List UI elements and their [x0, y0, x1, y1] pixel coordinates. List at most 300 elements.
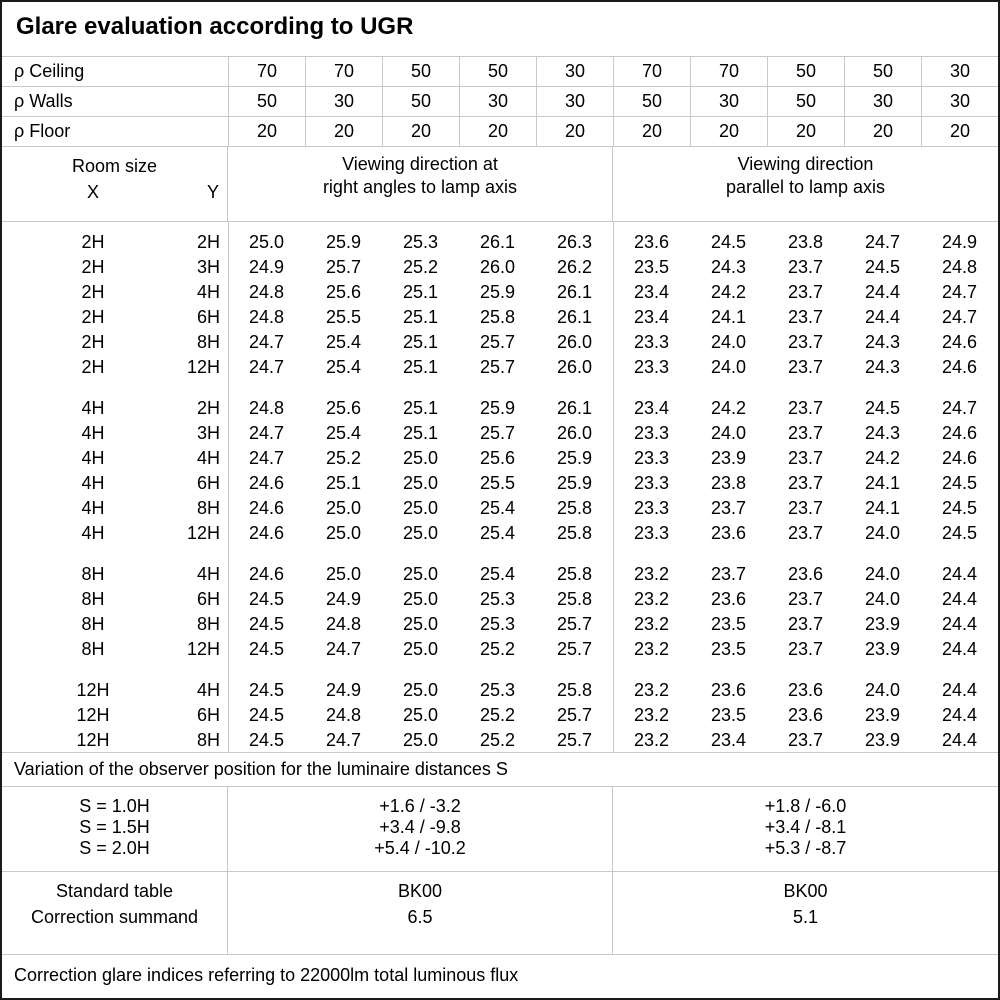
- ugr-value-cell: 24.4: [941, 564, 978, 584]
- room-y-cell: 4H: [196, 448, 220, 468]
- s-variation-value: +5.4 / -10.2: [374, 838, 466, 858]
- ugr-value-cell: 25.0: [402, 614, 439, 634]
- ugr-value-cell: 25.9: [556, 448, 593, 468]
- ugr-value-cell: 24.7: [325, 730, 362, 750]
- ugr-value-cell: 23.8: [787, 232, 824, 252]
- ugr-value-cell: 24.9: [325, 680, 362, 700]
- room-y-cell: 4H: [196, 282, 220, 302]
- ugr-value-cell: 23.3: [633, 423, 670, 443]
- reflectance-value-cell: 30: [536, 87, 613, 116]
- ugr-value-cell: 24.8: [325, 614, 362, 634]
- page-title: Glare evaluation according to UGR: [16, 13, 414, 40]
- ugr-value-cell: 23.9: [710, 448, 747, 468]
- ugr-value-cell: 25.0: [402, 448, 439, 468]
- ugr-value-cell: 26.1: [556, 282, 593, 302]
- ugr-value-cell: 23.3: [633, 448, 670, 468]
- ugr-value-cell: 25.4: [479, 564, 516, 584]
- ugr-value-cell: 24.0: [710, 332, 747, 352]
- ugr-value-cell: 25.1: [402, 332, 439, 352]
- ugr-value-cell: 23.8: [710, 473, 747, 493]
- ugr-value-cell: 23.6: [710, 680, 747, 700]
- y-column-label: Y: [206, 182, 219, 202]
- ugr-value-cell: 24.6: [941, 448, 978, 468]
- reflectance-value-cell: 20: [459, 117, 536, 146]
- ugr-value-cell: 23.3: [633, 357, 670, 377]
- group-header-line: parallel to lamp axis: [725, 177, 886, 197]
- x-column-label: X: [86, 182, 99, 202]
- ugr-value-cell: 23.2: [633, 564, 670, 584]
- room-size-block: [2, 562, 998, 662]
- ugr-value-cell: 24.5: [864, 398, 901, 418]
- reflectance-row-label: ρ Walls: [14, 91, 73, 111]
- ugr-value-cell: 23.4: [710, 730, 747, 750]
- ugr-value-cell: 24.6: [248, 523, 285, 543]
- reflectance-value-cell: 30: [305, 87, 382, 116]
- reflectance-value-cell: 20: [921, 117, 998, 146]
- ugr-value-cell: 25.1: [402, 282, 439, 302]
- ugr-value-cell: 25.1: [402, 357, 439, 377]
- ugr-value-cell: 25.7: [556, 730, 593, 750]
- ugr-value-cell: 25.8: [479, 307, 516, 327]
- reflectance-value-cell: 70: [305, 57, 382, 86]
- ugr-value-cell: 24.5: [941, 498, 978, 518]
- ugr-value-cell: 24.0: [864, 564, 901, 584]
- room-y-cell: 3H: [196, 423, 220, 443]
- room-x-cell: 4H: [81, 498, 105, 518]
- s-distance-label: S = 1.0H: [79, 796, 150, 816]
- ugr-value-cell: 23.4: [633, 307, 670, 327]
- ugr-value-cell: 24.1: [864, 498, 901, 518]
- ugr-value-cell: 24.3: [864, 357, 901, 377]
- ugr-value-cell: 24.6: [941, 423, 978, 443]
- ugr-value-cell: 25.0: [248, 232, 285, 252]
- ugr-value-cell: 23.3: [633, 473, 670, 493]
- ugr-value-cell: 25.0: [402, 680, 439, 700]
- room-x-cell: 4H: [81, 523, 105, 543]
- reflectance-value-cell: 70: [228, 57, 305, 86]
- ugr-value-cell: 24.5: [248, 589, 285, 609]
- column-divider: [228, 222, 229, 752]
- ugr-value-cell: 26.0: [556, 357, 593, 377]
- ugr-value-cell: 24.7: [941, 398, 978, 418]
- reflectance-row: [2, 117, 998, 147]
- room-y-cell: 2H: [196, 398, 220, 418]
- ugr-value-cell: 25.7: [556, 639, 593, 659]
- reflectance-value-cell: 20: [690, 117, 767, 146]
- s-variation-value: +1.8 / -6.0: [764, 796, 847, 816]
- s-values-parallel: [613, 787, 998, 871]
- ugr-value-cell: 23.7: [787, 614, 824, 634]
- room-x-cell: 2H: [81, 307, 105, 327]
- ugr-value-cell: 25.4: [325, 357, 362, 377]
- ugr-value-cell: 24.9: [248, 257, 285, 277]
- reflectance-value-cell: 50: [382, 87, 459, 116]
- ugr-value-cell: 24.5: [710, 232, 747, 252]
- s-variation-value: +1.6 / -3.2: [379, 796, 461, 816]
- s-variation-value: +3.4 / -8.1: [764, 817, 847, 837]
- title-bar: [2, 2, 998, 57]
- reflectance-value-cell: 50: [228, 87, 305, 116]
- ugr-value-cell: 24.5: [248, 730, 285, 750]
- room-y-cell: 4H: [196, 680, 220, 700]
- table-row: [2, 305, 998, 330]
- table-row: [2, 230, 998, 255]
- ugr-value-cell: 23.2: [633, 680, 670, 700]
- ugr-value-cell: 24.2: [710, 282, 747, 302]
- ugr-value-cell: 25.8: [556, 589, 593, 609]
- ugr-value-cell: 24.4: [941, 639, 978, 659]
- room-y-cell: 6H: [196, 705, 220, 725]
- ugr-value-cell: 23.4: [633, 398, 670, 418]
- ugr-value-cell: 26.3: [556, 232, 593, 252]
- table-row: [2, 471, 998, 496]
- ugr-value-cell: 25.7: [556, 614, 593, 634]
- ugr-value-cell: 25.7: [325, 257, 362, 277]
- correction-summand-label: Correction summand: [30, 907, 199, 927]
- ugr-value-cell: 24.0: [710, 357, 747, 377]
- room-x-cell: 4H: [81, 473, 105, 493]
- ugr-data-grid: [2, 222, 998, 753]
- ugr-value-cell: 25.8: [556, 680, 593, 700]
- ugr-value-cell: 24.5: [248, 614, 285, 634]
- ugr-value-cell: 24.5: [864, 257, 901, 277]
- standard-section-labels: [2, 872, 228, 954]
- column-divider: [613, 222, 614, 752]
- table-row: [2, 678, 998, 703]
- room-x-cell: 4H: [81, 423, 105, 443]
- table-row: [2, 612, 998, 637]
- ugr-value-cell: 24.1: [864, 473, 901, 493]
- ugr-value-cell: 23.7: [787, 307, 824, 327]
- ugr-value-cell: 23.7: [710, 498, 747, 518]
- group-header-parallel: [613, 147, 998, 221]
- reflectance-value-cell: 30: [536, 57, 613, 86]
- ugr-value-cell: 26.2: [556, 257, 593, 277]
- table-row: [2, 446, 998, 471]
- reflectance-value-cell: 20: [767, 117, 844, 146]
- ugr-value-cell: 24.7: [248, 448, 285, 468]
- room-x-cell: 4H: [81, 448, 105, 468]
- ugr-value-cell: 25.7: [479, 332, 516, 352]
- reflectance-row-label: ρ Ceiling: [14, 61, 85, 81]
- reflectance-row-label: ρ Floor: [14, 121, 71, 141]
- reflectance-value-cell: 50: [767, 87, 844, 116]
- ugr-value-cell: 24.7: [864, 232, 901, 252]
- table-row: [2, 330, 998, 355]
- ugr-value-cell: 25.5: [479, 473, 516, 493]
- room-y-cell: 6H: [196, 473, 220, 493]
- ugr-value-cell: 24.5: [941, 523, 978, 543]
- ugr-value-cell: 25.0: [402, 705, 439, 725]
- ugr-value-cell: 25.9: [479, 398, 516, 418]
- room-x-cell: 8H: [81, 564, 105, 584]
- s-distance-label: S = 2.0H: [79, 838, 150, 858]
- ugr-value-cell: 25.9: [556, 473, 593, 493]
- ugr-value-cell: 23.9: [864, 639, 901, 659]
- standard-values-right-angles: [228, 872, 613, 954]
- ugr-value-cell: 25.5: [325, 307, 362, 327]
- ugr-value-cell: 24.3: [864, 332, 901, 352]
- ugr-value-cell: 25.1: [402, 398, 439, 418]
- ugr-value-cell: 25.8: [556, 498, 593, 518]
- ugr-value-cell: 24.0: [710, 423, 747, 443]
- room-y-cell: 8H: [196, 332, 220, 352]
- ugr-value-cell: 24.4: [864, 282, 901, 302]
- ugr-value-cell: 26.0: [556, 423, 593, 443]
- ugr-value-cell: 24.9: [325, 589, 362, 609]
- table-row: [2, 587, 998, 612]
- ugr-value-cell: 25.8: [556, 523, 593, 543]
- ugr-value-cell: 24.2: [710, 398, 747, 418]
- table-row: [2, 280, 998, 305]
- room-x-cell: 8H: [81, 614, 105, 634]
- ugr-value-cell: 23.7: [787, 639, 824, 659]
- ugr-value-cell: 25.0: [325, 523, 362, 543]
- ugr-value-cell: 24.3: [710, 257, 747, 277]
- group-header-line: Viewing direction at: [342, 154, 498, 174]
- reflectance-value-cell: 30: [844, 87, 921, 116]
- ugr-value-cell: 24.7: [248, 423, 285, 443]
- ugr-value-cell: 23.6: [710, 589, 747, 609]
- ugr-value-cell: 24.4: [864, 307, 901, 327]
- table-row: [2, 728, 998, 753]
- reflectance-value-cell: 20: [613, 117, 690, 146]
- standard-table-value: BK00: [397, 881, 443, 901]
- ugr-value-cell: 24.4: [941, 680, 978, 700]
- reflectance-value-cell: 50: [613, 87, 690, 116]
- reflectance-row: [2, 87, 998, 117]
- room-y-cell: 6H: [196, 589, 220, 609]
- correction-summand-value: 5.1: [792, 907, 819, 927]
- ugr-value-cell: 24.4: [941, 730, 978, 750]
- ugr-value-cell: 25.1: [325, 473, 362, 493]
- ugr-value-cell: 23.9: [864, 705, 901, 725]
- ugr-value-cell: 23.6: [787, 680, 824, 700]
- ugr-value-cell: 25.9: [479, 282, 516, 302]
- ugr-value-cell: 25.6: [479, 448, 516, 468]
- ugr-value-cell: 23.5: [710, 639, 747, 659]
- room-y-cell: 4H: [196, 564, 220, 584]
- ugr-value-cell: 23.2: [633, 589, 670, 609]
- ugr-value-cell: 25.2: [479, 730, 516, 750]
- reflectance-value-cell: 30: [921, 57, 998, 86]
- ugr-value-cell: 25.6: [325, 398, 362, 418]
- ugr-value-cell: 23.6: [787, 564, 824, 584]
- ugr-value-cell: 23.7: [787, 589, 824, 609]
- table-row: [2, 703, 998, 728]
- ugr-value-cell: 25.6: [325, 282, 362, 302]
- ugr-value-cell: 23.7: [710, 564, 747, 584]
- ugr-value-cell: 23.7: [787, 498, 824, 518]
- ugr-value-cell: 25.3: [402, 232, 439, 252]
- ugr-value-cell: 24.9: [941, 232, 978, 252]
- table-row: [2, 421, 998, 446]
- reflectance-value-cell: 30: [690, 87, 767, 116]
- ugr-value-cell: 24.8: [248, 307, 285, 327]
- ugr-value-cell: 24.2: [864, 448, 901, 468]
- ugr-value-cell: 24.7: [941, 282, 978, 302]
- ugr-value-cell: 25.0: [402, 589, 439, 609]
- reflectance-value-cell: 20: [844, 117, 921, 146]
- room-size-block: [2, 230, 998, 380]
- ugr-value-cell: 24.5: [941, 473, 978, 493]
- ugr-value-cell: 25.0: [402, 730, 439, 750]
- ugr-value-cell: 23.3: [633, 498, 670, 518]
- ugr-value-cell: 23.2: [633, 705, 670, 725]
- ugr-value-cell: 24.8: [248, 398, 285, 418]
- ugr-value-cell: 23.7: [787, 357, 824, 377]
- ugr-value-cell: 25.9: [325, 232, 362, 252]
- correction-summand-value: 6.5: [407, 907, 433, 927]
- ugr-value-cell: 24.6: [248, 498, 285, 518]
- room-y-cell: 8H: [196, 498, 220, 518]
- table-row: [2, 255, 998, 280]
- reflectance-value-cell: 20: [228, 117, 305, 146]
- footer-note: Correction glare indices referring to 22000lm total luminous flux: [14, 965, 519, 985]
- room-x-cell: 8H: [81, 589, 105, 609]
- ugr-value-cell: 26.0: [479, 257, 516, 277]
- ugr-value-cell: 23.2: [633, 730, 670, 750]
- s-distance-label: S = 1.5H: [79, 817, 150, 837]
- ugr-value-cell: 24.3: [864, 423, 901, 443]
- ugr-value-cell: 23.2: [633, 614, 670, 634]
- ugr-value-cell: 24.0: [864, 523, 901, 543]
- ugr-value-cell: 23.5: [710, 705, 747, 725]
- ugr-value-cell: 23.7: [787, 282, 824, 302]
- ugr-value-cell: 25.2: [325, 448, 362, 468]
- room-y-cell: 12H: [186, 357, 220, 377]
- ugr-value-cell: 24.4: [941, 705, 978, 725]
- s-distance-labels: [2, 787, 228, 871]
- ugr-value-cell: 25.7: [556, 705, 593, 725]
- room-x-cell: 2H: [81, 257, 105, 277]
- reflectance-value-cell: 20: [382, 117, 459, 146]
- reflectance-value-cell: 30: [921, 87, 998, 116]
- room-x-cell: 2H: [81, 232, 105, 252]
- room-y-cell: 12H: [186, 639, 220, 659]
- standard-table-value: BK00: [783, 881, 828, 901]
- ugr-value-cell: 25.1: [402, 423, 439, 443]
- ugr-value-cell: 26.1: [479, 232, 516, 252]
- ugr-value-cell: 24.1: [710, 307, 747, 327]
- ugr-value-cell: 23.6: [633, 232, 670, 252]
- ugr-value-cell: 23.7: [787, 398, 824, 418]
- ugr-value-cell: 26.1: [556, 398, 593, 418]
- ugr-value-cell: 25.0: [402, 564, 439, 584]
- reflectance-value-cell: 50: [767, 57, 844, 86]
- ugr-value-cell: 25.0: [402, 473, 439, 493]
- room-x-cell: 4H: [81, 398, 105, 418]
- ugr-value-cell: 24.4: [941, 614, 978, 634]
- ugr-value-cell: 23.7: [787, 448, 824, 468]
- ugr-value-cell: 24.7: [248, 332, 285, 352]
- ugr-value-cell: 25.4: [479, 523, 516, 543]
- ugr-value-cell: 24.6: [248, 564, 285, 584]
- ugr-value-cell: 23.9: [864, 730, 901, 750]
- table-row: [2, 355, 998, 380]
- ugr-value-cell: 25.2: [402, 257, 439, 277]
- room-y-cell: 2H: [196, 232, 220, 252]
- table-row: [2, 496, 998, 521]
- ugr-value-cell: 24.0: [864, 680, 901, 700]
- ugr-value-cell: 25.4: [325, 423, 362, 443]
- ugr-value-cell: 24.7: [325, 639, 362, 659]
- standard-table-section: [2, 872, 998, 955]
- room-y-cell: 8H: [196, 614, 220, 634]
- ugr-value-cell: 23.5: [633, 257, 670, 277]
- ugr-value-cell: 25.8: [556, 564, 593, 584]
- ugr-value-cell: 24.6: [248, 473, 285, 493]
- ugr-value-cell: 25.3: [479, 589, 516, 609]
- ugr-value-cell: 23.7: [787, 523, 824, 543]
- room-x-cell: 2H: [81, 332, 105, 352]
- ugr-value-cell: 23.4: [633, 282, 670, 302]
- ugr-value-cell: 26.1: [556, 307, 593, 327]
- ugr-value-cell: 24.5: [248, 639, 285, 659]
- table-row: [2, 396, 998, 421]
- ugr-value-cell: 24.8: [941, 257, 978, 277]
- xy-column-labels: [2, 179, 227, 205]
- reflectance-value-cell: 20: [305, 117, 382, 146]
- ugr-value-cell: 23.7: [787, 257, 824, 277]
- room-y-cell: 6H: [196, 307, 220, 327]
- ugr-value-cell: 24.8: [325, 705, 362, 725]
- room-x-cell: 12H: [76, 680, 110, 700]
- reflectance-row: [2, 57, 998, 87]
- ugr-value-cell: 23.6: [710, 523, 747, 543]
- reflectance-value-cell: 70: [613, 57, 690, 86]
- ugr-value-cell: 23.2: [633, 639, 670, 659]
- column-header-row: [2, 147, 998, 222]
- ugr-value-cell: 24.6: [941, 357, 978, 377]
- reflectance-value-cell: 50: [844, 57, 921, 86]
- table-row: [2, 637, 998, 662]
- group-header-line: Viewing direction: [737, 154, 874, 174]
- ugr-value-cell: 25.7: [479, 357, 516, 377]
- s-variation-value: +5.3 / -8.7: [764, 838, 847, 858]
- ugr-value-cell: 24.6: [941, 332, 978, 352]
- ugr-value-cell: 24.7: [941, 307, 978, 327]
- ugr-value-cell: 25.2: [479, 639, 516, 659]
- table-row: [2, 562, 998, 587]
- s-variation-value: +3.4 / -9.8: [379, 817, 461, 837]
- room-size-block: [2, 396, 998, 546]
- standard-values-parallel: [613, 872, 998, 954]
- ugr-value-cell: 23.3: [633, 523, 670, 543]
- reflectance-value-cell: 30: [459, 87, 536, 116]
- table-row: [2, 521, 998, 546]
- room-x-cell: 12H: [76, 705, 110, 725]
- reflectance-table: [2, 57, 998, 147]
- ugr-value-cell: 25.0: [402, 523, 439, 543]
- reflectance-value-cell: 50: [382, 57, 459, 86]
- ugr-value-cell: 25.3: [479, 614, 516, 634]
- room-y-cell: 8H: [196, 730, 220, 750]
- room-size-label: Room size: [71, 156, 158, 176]
- standard-table-label: Standard table: [55, 881, 174, 901]
- room-y-cell: 12H: [186, 523, 220, 543]
- ugr-value-cell: 25.0: [325, 498, 362, 518]
- ugr-value-cell: 24.7: [248, 357, 285, 377]
- ugr-value-cell: 26.0: [556, 332, 593, 352]
- ugr-value-cell: 23.7: [787, 332, 824, 352]
- ugr-value-cell: 25.4: [325, 332, 362, 352]
- ugr-value-cell: 25.3: [479, 680, 516, 700]
- ugr-value-cell: 23.7: [787, 423, 824, 443]
- variation-note: Variation of the observer position for the luminaire distances S: [2, 753, 998, 787]
- reflectance-value-cell: 70: [690, 57, 767, 86]
- ugr-value-cell: 24.5: [248, 705, 285, 725]
